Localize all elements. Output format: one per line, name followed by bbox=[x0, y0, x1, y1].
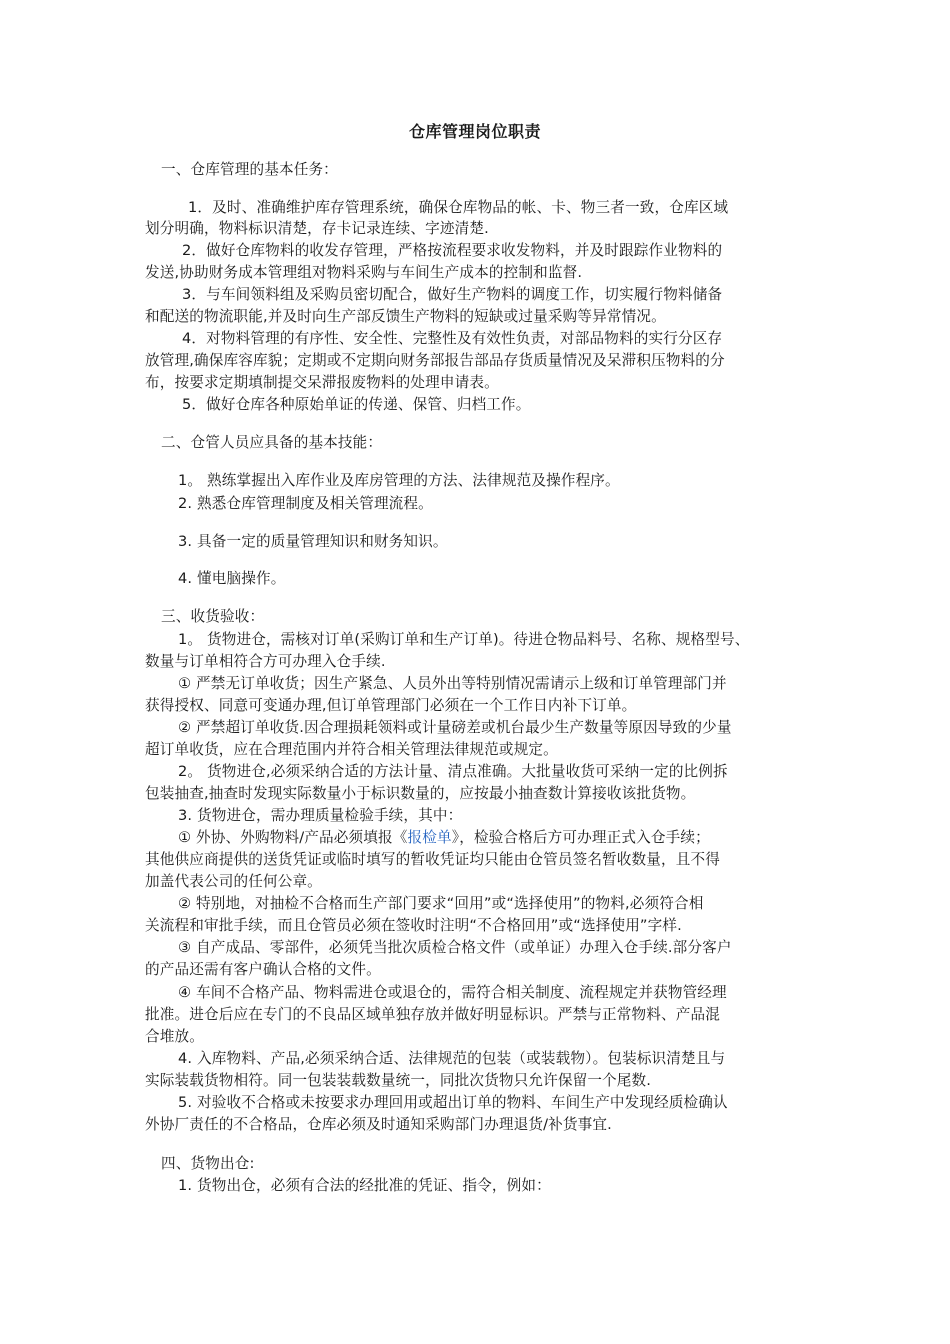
paragraph-line: 外协厂责任的不合格品，仓库必须及时通知采购部门办理退货/补货事宜. bbox=[145, 1116, 612, 1133]
paragraph-line: 1。 货物进仓，需核对订单(采购订单和生产订单)。待进仓物品料号、名称、规格型号、 bbox=[178, 631, 750, 648]
inspection-form-link[interactable]: 报检单 bbox=[407, 829, 452, 846]
paragraph-line: ② 特别地，对抽检不合格而生产部门要求“回用”或“选择使用”的物料,必须符合相 bbox=[178, 895, 704, 912]
paragraph-line: 获得授权、同意可变通办理,但订单管理部门必须在一个工作日内补下订单。 bbox=[145, 697, 637, 714]
paragraph-line: ④ 车间不合格产品、物料需进仓或退仓的，需符合相关制度、流程规定并获物管经理 bbox=[178, 984, 727, 1001]
paragraph-line: 1。 熟练掌握出入库作业及库房管理的方法、法律规范及操作程序。 bbox=[178, 472, 620, 489]
paragraph-line: 5. 对验收不合格或未按要求办理回用或超出订单的物料、车间生产中发现经质检确认 bbox=[178, 1094, 728, 1111]
paragraph-line: 3. 具备一定的质量管理知识和财务知识。 bbox=[178, 533, 448, 550]
paragraph-line: 划分明确，物料标识清楚，存卡记录连续、字迹清楚. bbox=[145, 220, 489, 237]
paragraph-line: 包装抽查,抽查时发现实际数量小于标识数量的，应按最小抽查数计算接收该批货物。 bbox=[145, 785, 696, 802]
paragraph-line: 布，按要求定期填制提交呆滞报废物料的处理申请表。 bbox=[145, 374, 499, 391]
paragraph-line: 4．对物料管理的有序性、安全性、完整性及有效性负责，对部品物料的实行分区存 bbox=[182, 330, 723, 347]
paragraph-line: 2．做好仓库物料的收发存管理，严格按流程要求收发物料，并及时跟踪作业物料的 bbox=[182, 242, 723, 259]
paragraph-line: 放管理,确保库容库貌；定期或不定期向财务部报告部品存货质量情况及呆滞积压物料的分 bbox=[145, 352, 725, 369]
document-title: 仓库管理岗位职责 bbox=[408, 122, 541, 141]
paragraph-line: 实际装载货物相符。同一包装装载数量统一，同批次货物只允许保留一个尾数. bbox=[145, 1072, 652, 1089]
paragraph-line: 5．做好仓库各种原始单证的传递、保管、归档工作。 bbox=[182, 396, 531, 413]
check-line-after: 》，检验合格后方可办理正式入仓手续； bbox=[451, 829, 710, 846]
paragraph-line: 和配送的物流职能,并及时向生产部反馈生产物料的短缺或过量采购等异常情况。 bbox=[145, 308, 666, 325]
paragraph-line: 批准。进仓后应在专门的不良品区域单独存放并做好明显标识。严禁与正常物料、产品混 bbox=[145, 1006, 721, 1023]
paragraph-line: ① 严禁无订单收货；因生产紧急、人员外出等特别情况需请示上级和订单管理部门并 bbox=[178, 675, 727, 692]
check-line-before: ① 外协、外购物料/产品必须填报《 bbox=[178, 829, 408, 846]
paragraph-line: ③ 自产成品、零部件，必须凭当批次质检合格文件（或单证）办理入仓手续.部分客户 bbox=[178, 939, 732, 956]
paragraph-line: 1. 货物出仓，必须有合法的经批准的凭证、指令，例如： bbox=[178, 1177, 551, 1194]
section-heading-3: 三、收货验收： bbox=[161, 608, 265, 625]
section-heading-1: 一、仓库管理的基本任务： bbox=[161, 161, 338, 178]
section-heading-2: 二、仓管人员应具备的基本技能： bbox=[161, 434, 383, 451]
paragraph-line: 3. 货物进仓，需办理质量检验手续，其中： bbox=[178, 807, 463, 824]
paragraph-line: 2。 货物进仓,必须采纳合适的方法计量、清点准确。大批量收货可采纳一定的比例拆 bbox=[178, 763, 728, 780]
section-heading-4: 四、货物出仓: bbox=[161, 1155, 255, 1172]
paragraph-line: 关流程和审批手续，而且仓管员必须在签收时注明“不合格回用”或“选择使用”字样. bbox=[145, 917, 682, 934]
paragraph-line: 超订单收货，应在合理范围内并符合相关管理法律规范或规定。 bbox=[145, 741, 558, 758]
paragraph-line: 4. 懂电脑操作。 bbox=[178, 570, 286, 587]
paragraph-line: 发送,协助财务成本管理组对物料采购与车间生产成本的控制和监督. bbox=[145, 264, 583, 281]
paragraph-line bbox=[178, 828, 710, 848]
paragraph-line: 3．与车间领料组及采购员密切配合，做好生产物料的调度工作，切实履行物料储备 bbox=[182, 286, 723, 303]
paragraph-line: 1．及时、准确维护库存管理系统，确保仓库物品的帐、卡、物三者一致，仓库区域 bbox=[188, 199, 729, 216]
paragraph-line: 其他供应商提供的送货凭证或临时填写的暂收凭证均只能由仓管员签名暂收数量，且不得 bbox=[145, 851, 721, 868]
paragraph-line: 2. 熟悉仓库管理制度及相关管理流程。 bbox=[178, 495, 433, 512]
paragraph-line: 4. 入库物料、产品,必须采纳合适、法律规范的包装（或装载物）。包装标识清楚且与 bbox=[178, 1050, 726, 1067]
paragraph-line: ② 严禁超订单收货.因合理损耗领料或计量磅差或机台最少生产数量等原因导致的少量 bbox=[178, 719, 732, 736]
paragraph-line: 加盖代表公司的任何公章。 bbox=[145, 873, 322, 890]
paragraph-line: 合堆放。 bbox=[145, 1028, 204, 1045]
paragraph-line: 数量与订单相符合方可办理入仓手续. bbox=[145, 653, 386, 670]
paragraph-line: 的产品还需有客户确认合格的文件。 bbox=[145, 961, 381, 978]
